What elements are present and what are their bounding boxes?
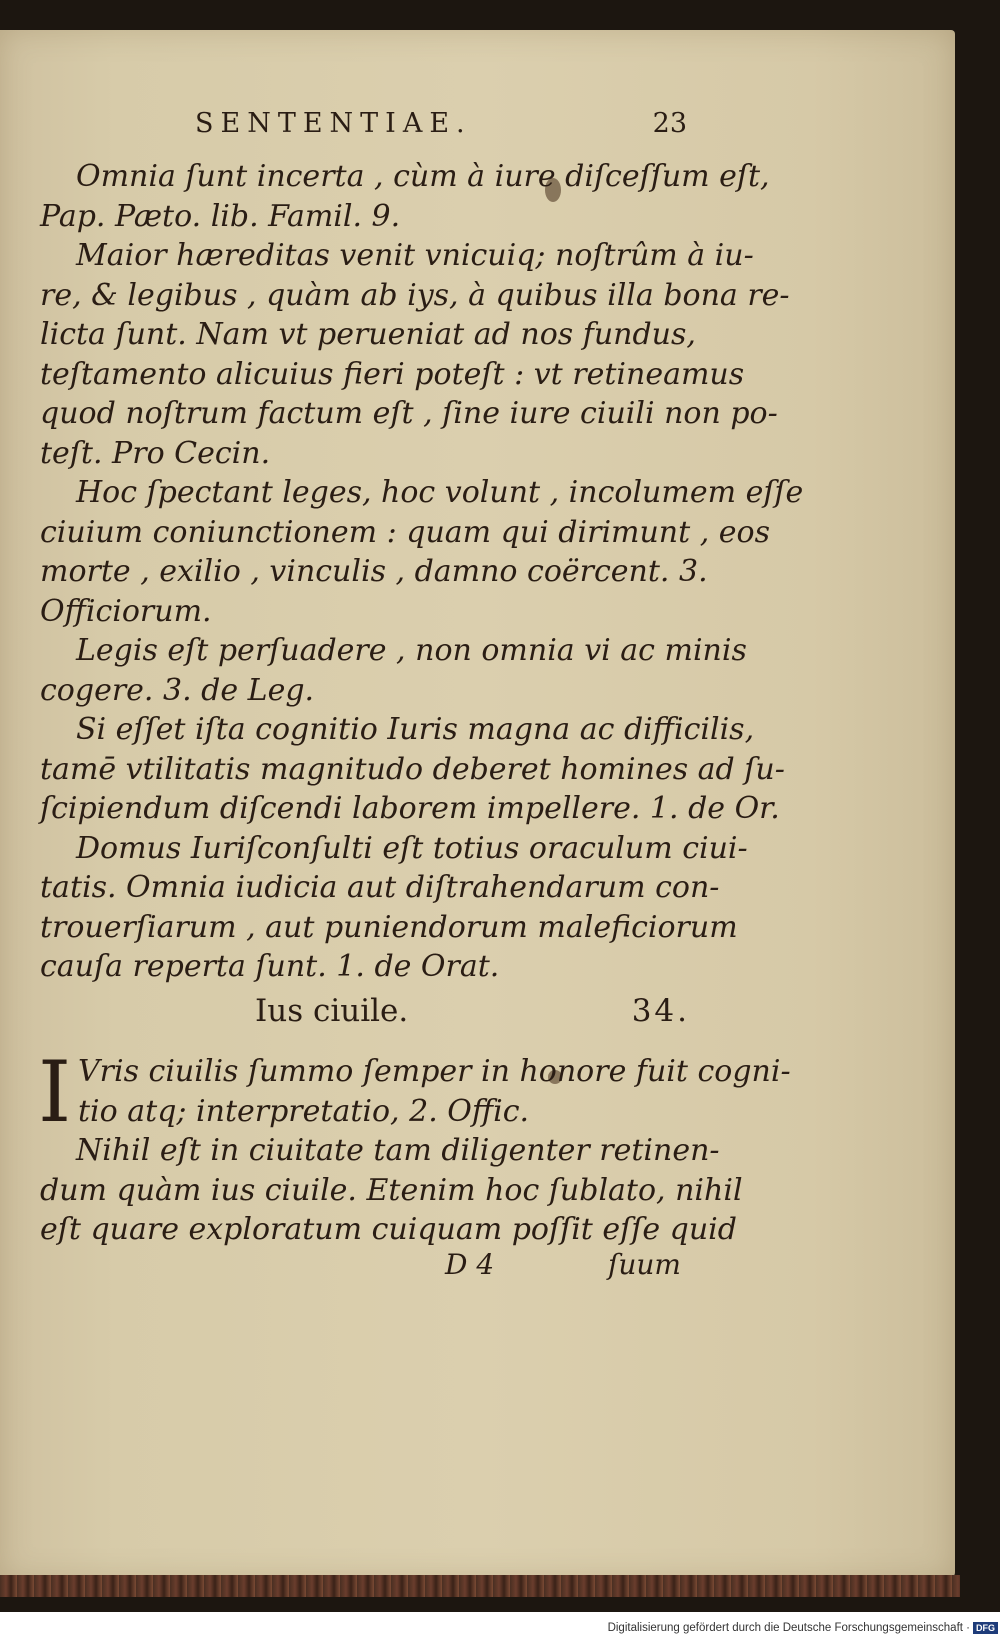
text-line: Maior hæreditas venit vnicuiq; noſtrûm à iu- bbox=[76, 238, 754, 273]
text-line: licta ſunt. Nam vt perueniat ad nos fundus, bbox=[40, 317, 696, 352]
text-line: Si eſſet iſta cognitio Iuris magna ac difficilis, bbox=[76, 712, 755, 747]
text-line: re, & legibus , quàm ab iys, à quibus illa bona re- bbox=[40, 277, 790, 313]
catchword: ſuum bbox=[608, 1248, 681, 1281]
credit-text: Digitalisierung gefördert durch die Deutsche Forschungsgemeinschaft · bbox=[607, 1622, 970, 1635]
drop-cap: I bbox=[38, 1043, 72, 1141]
text-line: Hoc ſpectant leges, hoc volunt , incolumem eſſe bbox=[76, 475, 804, 510]
page-edge bbox=[0, 1575, 960, 1597]
section-heading bbox=[255, 993, 695, 1029]
text-line: cauſa reperta ſunt. 1. de Orat. bbox=[40, 949, 500, 984]
text-line: morte , exilio , vinculis , damno coërcent. 3. bbox=[40, 554, 708, 589]
text-line: tamē vtilitatis magnitudo deberet homines ad ſu- bbox=[40, 751, 785, 787]
text-line: Pap. Pæto. lib. Famil. 9. bbox=[40, 198, 401, 234]
text-line: Omnia ſunt incerta , cùm à iure diſceſſum eſt, bbox=[76, 159, 770, 194]
section-number: 34. bbox=[631, 993, 690, 1029]
text-block-bottom bbox=[40, 1131, 743, 1250]
text-line: tio atq; interpretatio, 2. Offic. bbox=[78, 1093, 530, 1129]
dfg-logo: DFG bbox=[973, 1622, 998, 1634]
text-line: trouerſiarum , aut puniendorum maleficiorum bbox=[40, 909, 738, 945]
digitization-credit bbox=[560, 1622, 998, 1638]
text-block-dropcap bbox=[78, 1052, 791, 1131]
text-line: eſt quare exploratum cuiquam poſſit eſſe quid bbox=[40, 1212, 737, 1247]
running-head bbox=[195, 108, 695, 148]
text-line: tatis. Omnia iudicia aut diſtrahendarum con- bbox=[40, 870, 720, 905]
text-line: Domus Iuriſconſulti eſt totius oraculum ciui- bbox=[76, 830, 748, 866]
text-line: Vris ciuilis ſummo ſemper in honore fuit cogni- bbox=[78, 1054, 791, 1089]
text-line: dum quàm ius ciuile. Etenim hoc ſublato, nihil bbox=[40, 1172, 743, 1208]
text-line: Officiorum. bbox=[40, 593, 212, 629]
running-head-title: SENTENTIAE. bbox=[195, 108, 472, 139]
text-line: teſtamento alicuius fieri poteſt : vt retineamus bbox=[40, 356, 745, 392]
text-block-top bbox=[40, 157, 804, 987]
text-line: cogere. 3. de Leg. bbox=[40, 672, 315, 708]
text-line: ciuium coniunctionem : quam qui dirimunt , eos bbox=[40, 514, 771, 550]
text-line: teſt. Pro Cecin. bbox=[40, 435, 271, 471]
section-title: Ius ciuile. bbox=[255, 993, 409, 1029]
signature-mark: D 4 bbox=[445, 1248, 495, 1281]
text-line: ſcipiendum diſcendi laborem impellere. 1. de Or. bbox=[40, 791, 780, 826]
text-line: Nihil eſt in ciuitate tam diligenter retinen- bbox=[76, 1133, 720, 1168]
text-line: quod noſtrum factum eſt , ſine iure ciuili non po- bbox=[40, 396, 778, 431]
page-number: 23 bbox=[652, 108, 687, 139]
text-line: Legis eſt perſuadere , non omnia vi ac minis bbox=[76, 633, 747, 668]
